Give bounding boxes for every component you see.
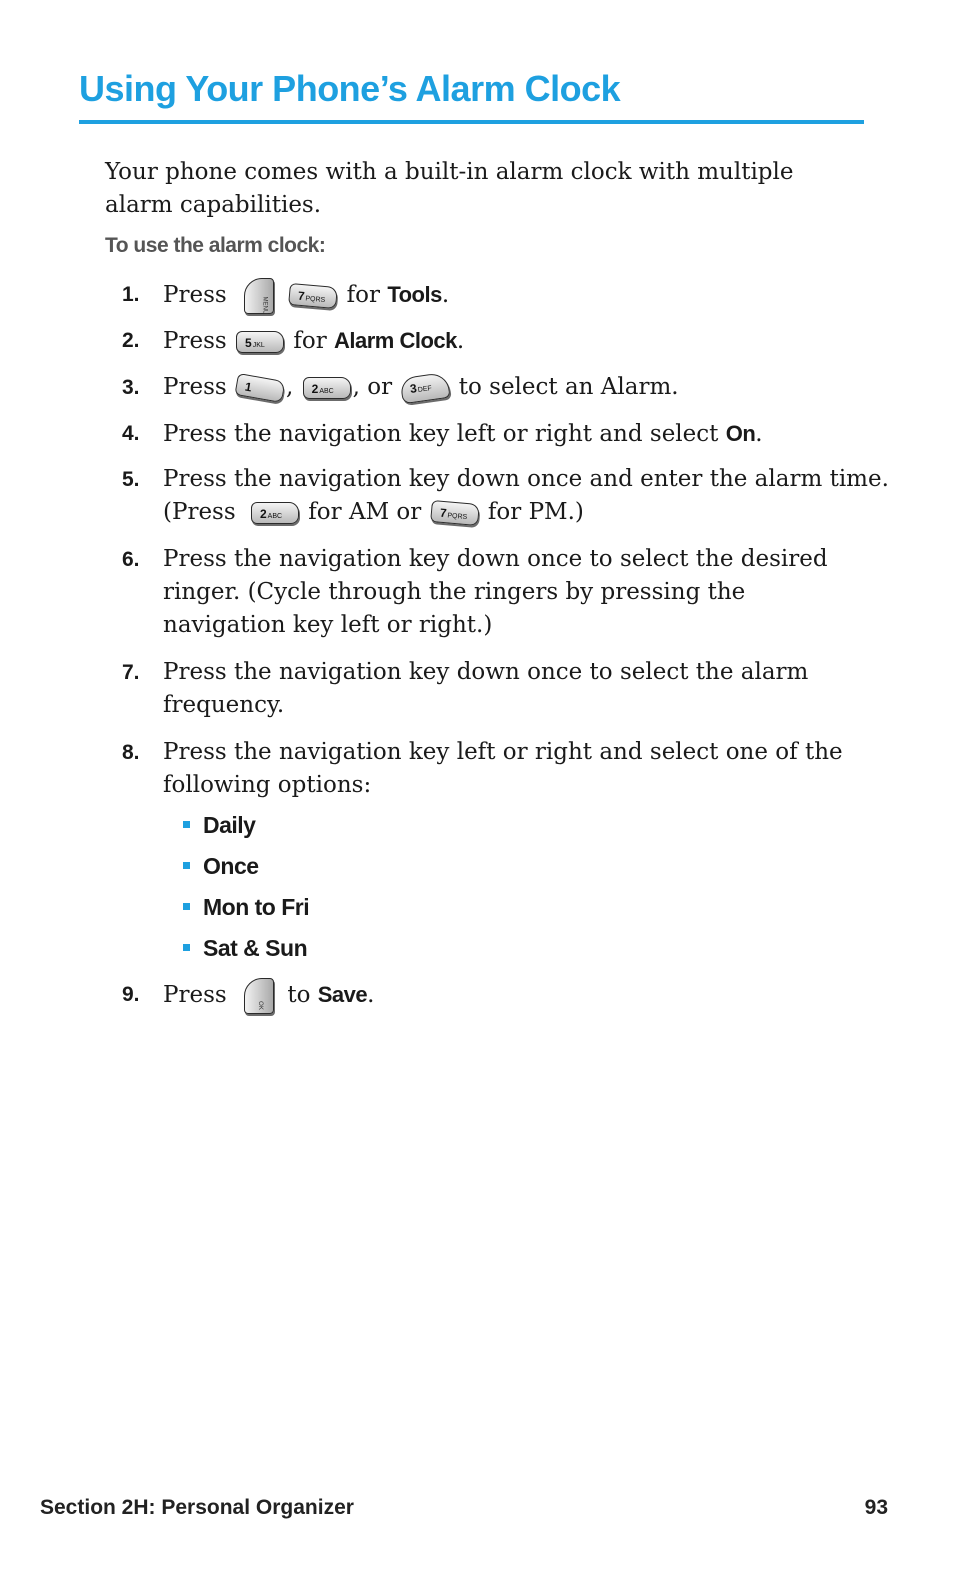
step-text: Press the navigation key left or right and select (163, 421, 719, 447)
list-item: Daily (183, 812, 255, 839)
menu-key-icon: MENU (244, 278, 274, 314)
intro-paragraph: Your phone comes with a built-in alarm clock with multiple alarm capabilities. (105, 159, 794, 218)
step-text: for (346, 282, 380, 308)
page-number: 93 (864, 1496, 888, 1519)
step-text: Press the navigation key down once to select the alarm frequency. (163, 659, 809, 718)
bullet-square-icon (183, 862, 190, 869)
step-text: for PM.) (487, 499, 584, 525)
step-text: . (441, 282, 450, 308)
step-text: , or (352, 374, 393, 400)
step-text: Press (163, 982, 227, 1008)
step-1 (122, 278, 863, 315)
list-item: Sat & Sun (183, 935, 307, 962)
bullet-square-icon (183, 944, 190, 951)
step-text: Press the navigation key left or right and select one of the following options: (163, 739, 843, 798)
step-text: . (755, 421, 763, 447)
step-number: 3. (122, 376, 140, 399)
key-2-icon: 2ABC (251, 502, 299, 524)
step-9 (122, 978, 863, 1014)
page-title: Using Your Phone’s Alarm Clock (79, 68, 621, 109)
list-item: Mon to Fri (183, 894, 309, 921)
step-5 (122, 463, 889, 529)
step-number: 7. (122, 661, 140, 684)
step-number: 4. (122, 422, 140, 445)
step-number: 5. (122, 468, 140, 491)
step-8 (122, 736, 863, 802)
key-5-icon: 5JKL (236, 331, 284, 353)
footer-section-title: Section 2H: Personal Organizer (40, 1496, 354, 1519)
step-text: Press the navigation key down once and enter the alarm time. (163, 466, 889, 492)
step-text: . (456, 328, 465, 354)
key-2-icon: 2ABC (303, 377, 351, 399)
step-number: 9. (122, 983, 140, 1006)
step-text: for (293, 328, 327, 354)
step-text: to select an Alarm. (458, 374, 679, 400)
menu-term: Alarm Clock (334, 328, 457, 353)
step-text: Press the navigation key down once to select the desired ringer. (Cycle through the ringers by pressing the navigation key left or right.) (163, 546, 828, 638)
step-text: for AM or (308, 499, 422, 525)
step-number: 6. (122, 548, 140, 571)
step-text: to (287, 982, 311, 1008)
bullet-square-icon (183, 821, 190, 828)
bullet-square-icon (183, 903, 190, 910)
step-6 (122, 543, 863, 642)
key-7-icon: 7PQRS (288, 283, 338, 309)
menu-term: Save (317, 982, 368, 1007)
key-3-icon: 3DEF (400, 372, 451, 404)
step-text: (Press (163, 499, 236, 525)
title-underline (79, 120, 864, 124)
step-text: Press (163, 282, 227, 308)
step-3 (122, 371, 863, 404)
step-2 (122, 324, 863, 358)
step-text: Press (163, 374, 227, 400)
step-4 (122, 417, 863, 451)
step-7 (122, 656, 863, 722)
step-number: 1. (122, 283, 140, 306)
list-item: Once (183, 853, 259, 880)
step-text: Press (163, 328, 227, 354)
step-text: , (286, 374, 294, 400)
step-number: 8. (122, 741, 140, 764)
menu-term: On (725, 421, 756, 446)
key-7-icon: 7PQRS (430, 500, 480, 526)
procedure-heading: To use the alarm clock: (105, 234, 326, 257)
menu-term: Tools (387, 282, 442, 307)
step-text: . (367, 982, 375, 1008)
key-1-icon: 1 (234, 373, 285, 403)
ok-key-icon: OK (244, 978, 274, 1014)
step-number: 2. (122, 329, 140, 352)
